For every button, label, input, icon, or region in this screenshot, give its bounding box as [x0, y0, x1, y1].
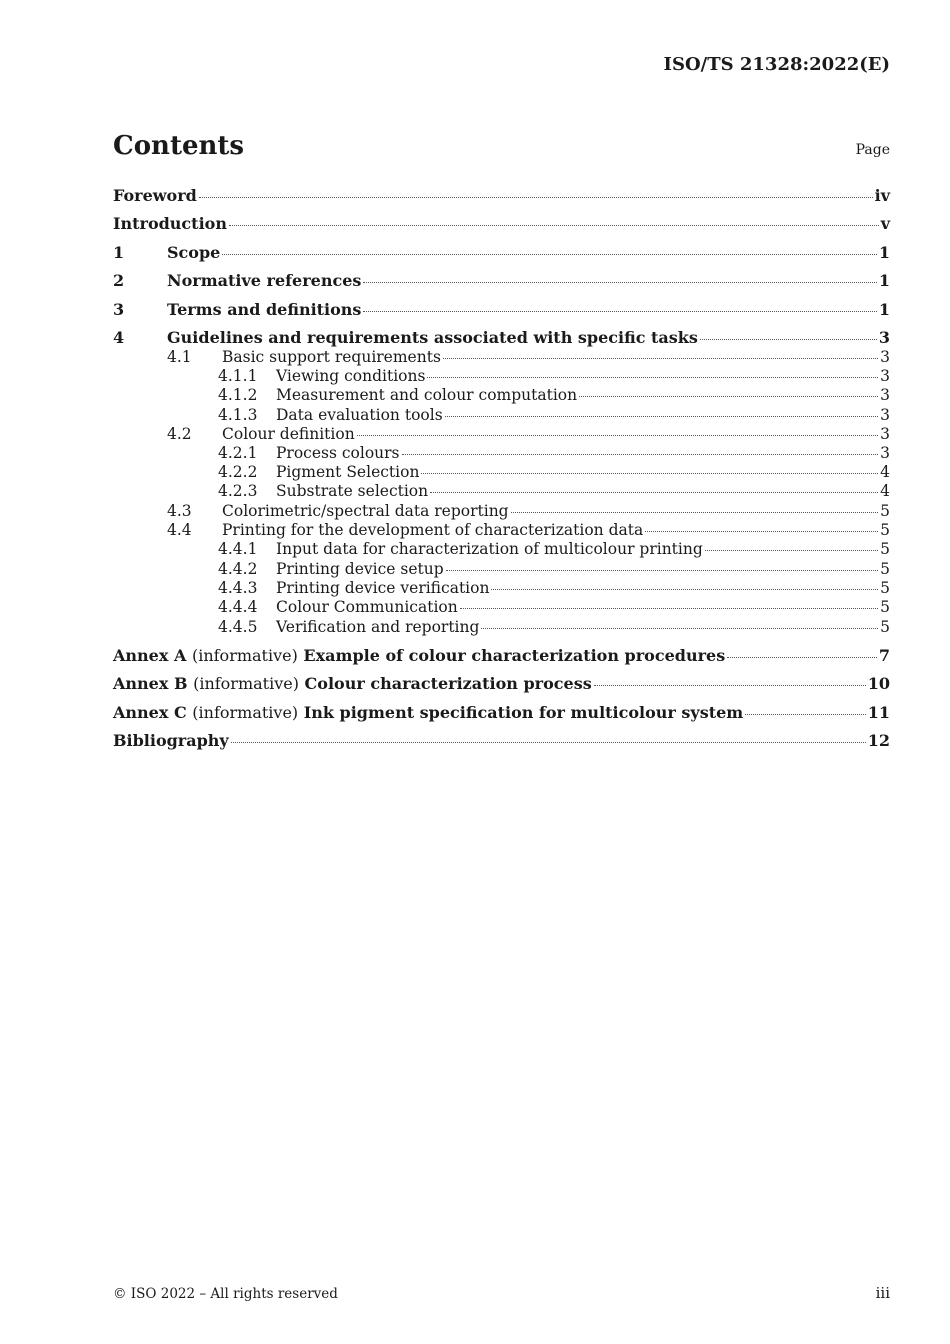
toc-entry-title: Data evaluation tools: [276, 406, 443, 424]
toc-entry-number: 4.1: [167, 348, 192, 366]
dot-leader: [231, 742, 866, 743]
toc-entry-page: 5: [880, 540, 890, 558]
toc-entry-bibliography[interactable]: [113, 731, 890, 751]
toc-entry-page: 3: [880, 444, 890, 462]
toc-entry-terms-and-definitions[interactable]: [113, 300, 890, 320]
toc-entry-title: Example of colour characterization procedures: [303, 646, 726, 665]
toc-entry-guidelines[interactable]: [113, 328, 890, 348]
dot-leader: [357, 435, 878, 436]
dot-leader: [430, 492, 878, 493]
dot-leader: [460, 608, 878, 609]
toc-entry-title: Printing for the development of characterization data: [222, 521, 644, 539]
toc-entry-4-4[interactable]: [113, 521, 890, 541]
toc-entry-title: Printing device verification: [276, 579, 490, 597]
toc-entry-title: Bibliography: [113, 731, 229, 750]
toc-entry-number: 4.1.3: [218, 406, 258, 424]
annex-qualifier: (informative): [192, 703, 299, 722]
toc-entry-title: Introduction: [113, 214, 227, 233]
toc-entry-title: Process colours: [276, 444, 400, 462]
dot-leader: [700, 339, 877, 340]
dot-leader: [363, 282, 876, 283]
annex-qualifier: (informative): [193, 674, 299, 693]
toc-entry-title: Colorimetric/spectral data reporting: [222, 502, 509, 520]
dot-leader: [222, 254, 877, 255]
toc-entry-number: 4.4.5: [218, 618, 258, 636]
toc-entry-4-2[interactable]: [113, 425, 890, 445]
toc-entry-number: 2: [113, 271, 125, 290]
toc-entry-title: Colour Communication: [276, 598, 458, 616]
toc-entry-annex-b[interactable]: [113, 674, 890, 694]
dot-leader: [199, 197, 873, 198]
toc-entry-title: Colour definition: [222, 425, 355, 443]
dot-leader: [402, 454, 879, 455]
dot-leader: [594, 685, 866, 686]
toc-entry-4-1-2[interactable]: [113, 386, 890, 406]
toc-entry-page: 3: [880, 348, 890, 366]
toc-entry-title: Printing device setup: [276, 560, 444, 578]
toc-entry-page: 3: [880, 406, 890, 424]
toc-entry-number: 4.3: [167, 502, 192, 520]
toc-entry-title: Ink pigment specification for multicolour system: [303, 703, 744, 722]
dot-leader: [727, 657, 877, 658]
dot-leader: [645, 531, 878, 532]
toc-entry-4-1-3[interactable]: [113, 406, 890, 426]
toc-entry-page: 3: [880, 386, 890, 404]
toc-entry-number: 4.4.4: [218, 598, 258, 616]
toc-entry-title: Measurement and colour computation: [276, 386, 578, 404]
toc-entry-introduction[interactable]: [113, 214, 890, 234]
dot-leader: [229, 225, 879, 226]
annex-label: Annex C: [113, 703, 187, 722]
toc-entry-page: 11: [867, 703, 890, 722]
toc-entry-number: 4: [113, 328, 125, 347]
toc-entry-page: 3: [878, 328, 890, 347]
toc-entry-4-4-2[interactable]: [113, 560, 890, 580]
dot-leader: [705, 550, 878, 551]
toc-entry-page: 5: [880, 579, 890, 597]
toc-entry-title: Terms and definitions: [167, 300, 362, 319]
toc-entry-page: 5: [880, 521, 890, 539]
dot-leader: [427, 377, 878, 378]
toc-entry-title: Scope: [167, 243, 221, 262]
toc-entry-4-4-1[interactable]: [113, 540, 890, 560]
toc-entry-page: 1: [878, 271, 890, 290]
toc-entry-4-3[interactable]: [113, 502, 890, 522]
dot-leader: [745, 714, 866, 715]
toc-entry-number: 4.2: [167, 425, 192, 443]
toc-entry-4-4-5[interactable]: [113, 618, 890, 638]
annex-label: Annex B: [113, 674, 188, 693]
toc-entry-number: 4.1.2: [218, 386, 258, 404]
toc-entry-page: 5: [880, 618, 890, 636]
toc-entry-number: 4.4: [167, 521, 192, 539]
toc-entry-page: 4: [880, 482, 890, 500]
toc-entry-title: Input data for characterization of multicolour printing: [276, 540, 703, 558]
dot-leader: [511, 512, 879, 513]
toc-entry-title: Substrate selection: [276, 482, 429, 500]
toc-entry-4-4-4[interactable]: [113, 598, 890, 618]
toc-entry-title: Basic support requirements: [222, 348, 441, 366]
toc-entry-4-2-1[interactable]: [113, 444, 890, 464]
toc-entry-number: 3: [113, 300, 125, 319]
toc-entry-number: 4.4.3: [218, 579, 258, 597]
dot-leader: [446, 570, 878, 571]
toc-entry-number: 4.2.3: [218, 482, 258, 500]
toc-entry-number: 4.1.1: [218, 367, 258, 385]
toc-entry-number: 4.2.2: [218, 463, 258, 481]
dot-leader: [579, 396, 878, 397]
toc-entry-4-2-2[interactable]: [113, 463, 890, 483]
toc-entry-page: 3: [880, 425, 890, 443]
dot-leader: [443, 358, 878, 359]
toc-entry-foreword[interactable]: [113, 186, 890, 206]
toc-entry-title: Guidelines and requirements associated with specific tasks: [167, 328, 698, 347]
toc-entry-page: 3: [880, 367, 890, 385]
annex-qualifier: (informative): [191, 646, 298, 665]
toc-entry-page: 5: [880, 502, 890, 520]
toc-entry-number: 4.4.2: [218, 560, 258, 578]
toc-entry-title: Pigment Selection: [276, 463, 420, 481]
page-column-label: Page: [855, 142, 890, 158]
toc-entry-page: 1: [878, 243, 890, 262]
toc-entry-title: Foreword: [113, 186, 197, 205]
toc-entry-page: 5: [880, 598, 890, 616]
toc-entry-page: 12: [867, 731, 890, 750]
contents-title: Contents: [113, 131, 245, 161]
annex-label: Annex A: [113, 646, 187, 665]
toc-entry-page: 10: [867, 674, 890, 693]
toc-entry-title: Viewing conditions: [276, 367, 426, 385]
toc-entry-scope[interactable]: [113, 243, 890, 263]
toc-entry-page: 7: [878, 646, 890, 665]
dot-leader: [363, 311, 876, 312]
toc-entry-4-1[interactable]: [113, 348, 890, 368]
dot-leader: [421, 473, 878, 474]
toc-entry-4-1-1[interactable]: [113, 367, 890, 387]
toc-entry-number: 4.2.1: [218, 444, 258, 462]
toc-entry-page: 1: [878, 300, 890, 319]
toc-entry-4-2-3[interactable]: [113, 482, 890, 502]
document-id: ISO/TS 21328:2022(E): [663, 54, 890, 75]
toc-entry-page: 4: [880, 463, 890, 481]
copyright-notice: © ISO 2022 – All rights reserved: [113, 1286, 338, 1302]
toc-entry-page: iv: [874, 186, 890, 205]
dot-leader: [445, 416, 878, 417]
dot-leader: [481, 628, 878, 629]
toc-entry-annex-a[interactable]: [113, 646, 890, 666]
toc-entry-4-4-3[interactable]: [113, 579, 890, 599]
toc-entry-title: Verification and reporting: [276, 618, 480, 636]
toc-entry-annex-c[interactable]: [113, 703, 890, 723]
toc-entry-normative-references[interactable]: [113, 271, 890, 291]
toc-entry-page: 5: [880, 560, 890, 578]
toc-entry-number: 4.4.1: [218, 540, 258, 558]
toc-entry-page: v: [880, 214, 890, 233]
dot-leader: [491, 589, 878, 590]
page-number: iii: [875, 1284, 890, 1302]
toc-entry-title: Colour characterization process: [304, 674, 592, 693]
toc-entry-title: Normative references: [167, 271, 362, 290]
toc-entry-number: 1: [113, 243, 125, 262]
